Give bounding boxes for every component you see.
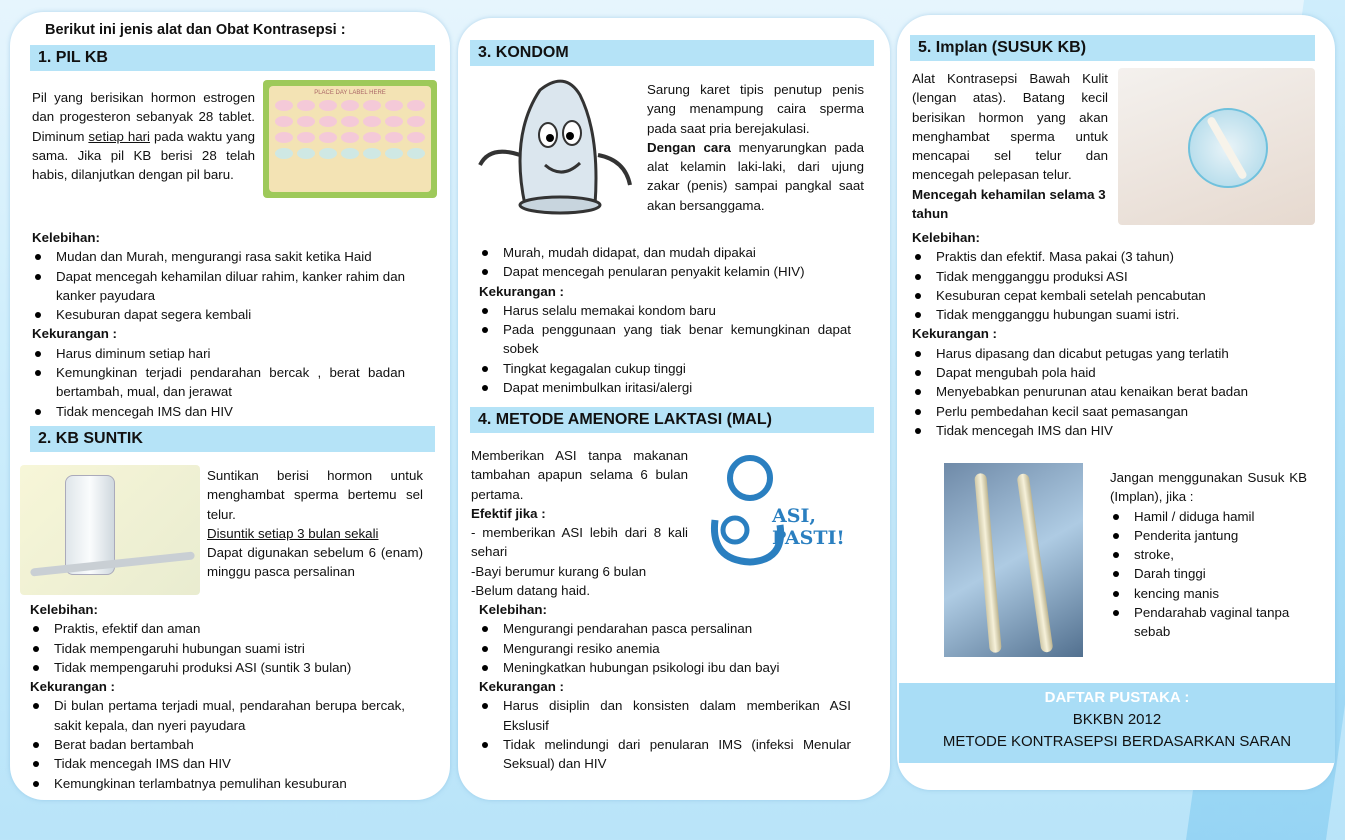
list-item: Mengurangi resiko anemia: [479, 639, 851, 658]
mal-details: Kelebihan: Mengurangi pendarahan pasca persalinan Mengurangi resiko anemia Meningkatkan hubungan psikologi ibu dan bayi Kekurangan : Harus disiplin dan konsisten dalam memberikan ASI Ekslusif Tidak melindungi dari penularan IMS (infeksi Menular Seksual) dan HIV: [479, 600, 851, 774]
list-item: Tidak mempengaruhi hubungan suami istri: [30, 639, 405, 658]
list-item: Pada penggunaan yang tiak benar kemungkinan dapat sobek: [479, 320, 851, 359]
list-item: Pendarahab vaginal tanpa sebab: [1110, 603, 1307, 642]
list-item: Tidak mencegah IMS dan HIV: [30, 754, 405, 773]
reference-line: BKKBN 2012: [1072, 711, 1162, 728]
list-item: Tidak mengganggu hubungan suami istri.: [912, 305, 1312, 324]
section-header-kondom: 3. KONDOM: [470, 40, 874, 66]
list-item: Kesuburan dapat segera kembali: [32, 305, 405, 324]
list-item: Dapat mencegah kehamilan diluar rahim, kanker rahim dan kanker payudara: [32, 267, 405, 306]
kondom-details: Murah, mudah didapat, dan mudah dipakai Dapat mencegah penularan penyakit kelamin (HIV) Kekurangan : Harus selalu memakai kondom baru Pada penggunaan yang tiak benar kemungkinan dapat sobek Tingkat kegagalan cukup tinggi Dapat menimbulkan iritasi/alergi: [479, 243, 851, 397]
list-item: Tingkat kegagalan cukup tinggi: [479, 359, 851, 378]
pill-pack-image: [263, 80, 437, 198]
section-header-kb-suntik: 2. KB SUNTIK: [30, 426, 435, 452]
references-footer: [899, 683, 1335, 763]
reference-line: METODE KONTRASEPSI BERDASARKAN SARAN: [942, 733, 1292, 750]
list-item: Tidak melindungi dari penularan IMS (infeksi Menular Seksual) dan HIV: [479, 735, 851, 774]
section-header-implan: 5. Implan (SUSUK KB): [910, 35, 1315, 61]
implant-rods-image: [944, 463, 1083, 657]
list-item: Harus diminum setiap hari: [32, 344, 405, 363]
arm-implant-image: [1118, 68, 1315, 225]
list-item: Berat badan bertambah: [30, 735, 405, 754]
list-item: Darah tinggi: [1110, 564, 1307, 583]
list-item: Tidak mencegah IMS dan HIV: [912, 421, 1312, 440]
section-header-pil-kb: 1. PIL KB: [30, 45, 435, 71]
list-item: Murah, mudah didapat, dan mudah dipakai: [479, 243, 851, 262]
intro-heading: Berikut ini jenis alat dan Obat Kontrasepsi :: [45, 22, 346, 38]
implan-description: Alat Kontrasepsi Bawah Kulit (lengan atas). Batang kecil berisikan hormon yang akan menghambat sperma untuk mencapai sel telur dan mencegah pelepasan telur. Mencegah kehamilan selama 3 tahun: [912, 71, 1108, 222]
pill-pack-label: PLACE DAY LABEL HERE: [314, 90, 386, 96]
section-header-mal: 4. METODE AMENORE LAKTASI (MAL): [470, 407, 874, 433]
pil-description: Pil yang berisikan hormon estrogen dan progesteron sebanyak 28 tablet. Diminum setiap hari pada waktu yang sama. Jika pil KB berisi 28 telah habis, dilanjutkan dengan pil baru.: [32, 90, 255, 183]
kondom-description: Sarung karet tipis penutup penis yang menampung caira sperma pada saat pria berejakulasi. Dengan cara menyarungkan pada alat kelamin laki-laki, dari ujung zakar (penis) sampai pangkal saat akan bersanggama.: [647, 82, 864, 213]
suntik-description: Suntikan berisi hormon untuk menghambat sperma bertemu sel telur. Disuntik setiap 3 bulan sekali Dapat digunakan sebelum 6 (enam) minggu pasca persalinan: [207, 468, 423, 580]
condom-cartoon-image: [470, 75, 640, 217]
list-item: Kesuburan cepat kembali setelah pencabutan: [912, 286, 1312, 305]
mal-description: Memberikan ASI tanpa makanan tambahan apapun selama 6 bulan pertama. Efektif jika : - memberikan ASI lebih dari 8 kali sehari -Bayi berumur kurang 6 bulan -Belum datang haid.: [471, 448, 688, 599]
list-item: Menyebabkan penurunan atau kenaikan berat badan: [912, 382, 1312, 401]
list-item: kencing manis: [1110, 584, 1307, 603]
list-item: Kemungkinan terlambatnya pemulihan kesuburan: [30, 774, 405, 793]
list-item: Penderita jantung: [1110, 526, 1307, 545]
list-item: Hamil / diduga hamil: [1110, 507, 1307, 526]
list-item: Praktis dan efektif. Masa pakai (3 tahun): [912, 247, 1312, 266]
implan-contraindications: Jangan menggunakan Susuk KB (Implan), jika : Hamil / diduga hamil Penderita jantung stroke, Darah tinggi kencing manis Pendarahab vaginal tanpa sebab: [1110, 468, 1307, 642]
asi-pasti-logo: ASI, PASTI!: [700, 450, 888, 570]
injection-vial-image: [20, 465, 200, 595]
list-item: stroke,: [1110, 545, 1307, 564]
list-item: Mengurangi pendarahan pasca persalinan: [479, 619, 851, 638]
list-item: Kemungkinan terjadi pendarahan bercak , berat badan bertambah, mual, dan jerawat: [32, 363, 405, 402]
list-item: Tidak mengganggu produksi ASI: [912, 267, 1312, 286]
list-item: Tidak mempengaruhi produksi ASI (suntik 3 bulan): [30, 658, 405, 677]
list-item: Di bulan pertama terjadi mual, pendarahan berupa bercak, sakit kepala, dan nyeri payudara: [30, 696, 405, 735]
list-item: Praktis, efektif dan aman: [30, 619, 405, 638]
list-item: Dapat mengubah pola haid: [912, 363, 1312, 382]
list-item: Harus disiplin dan konsisten dalam memberikan ASI Ekslusif: [479, 696, 851, 735]
list-item: Dapat menimbulkan iritasi/alergi: [479, 378, 851, 397]
implan-details: Kelebihan: Praktis dan efektif. Masa pakai (3 tahun) Tidak mengganggu produksi ASI Kesuburan cepat kembali setelah pencabutan Tidak mengganggu hubungan suami istri. Kekurangan : Harus dipasang dan dicabut petugas yang terlatih Dapat mengubah pola haid Menyebabkan penurunan atau kenaikan berat badan Perlu pembedahan kecil saat pemasangan Tidak mencegah IMS dan HIV: [912, 228, 1312, 440]
list-item: Perlu pembedahan kecil saat pemasangan: [912, 402, 1312, 421]
list-item: Mudan dan Murah, mengurangi rasa sakit ketika Haid: [32, 247, 405, 266]
suntik-details: Kelebihan: Praktis, efektif dan aman Tidak mempengaruhi hubungan suami istri Tidak mempengaruhi produksi ASI (suntik 3 bulan) Kekurangan : Di bulan pertama terjadi mual, pendarahan berupa bercak, sakit kepala, dan nyeri payudara Berat badan bertambah Tidak mencegah IMS dan HIV Kemungkinan terlambatnya pemulihan kesuburan: [30, 600, 405, 793]
list-item: Dapat mencegah penularan penyakit kelamin (HIV): [479, 262, 851, 281]
list-item: Harus dipasang dan dicabut petugas yang terlatih: [912, 344, 1312, 363]
references-title: DAFTAR PUSTAKA :: [1044, 689, 1190, 706]
list-item: Tidak mencegah IMS dan HIV: [32, 402, 405, 421]
pil-details: Kelebihan: Mudan dan Murah, mengurangi rasa sakit ketika Haid Dapat mencegah kehamilan diluar rahim, kanker rahim dan kanker payudara Kesuburan dapat segera kembali Kekurangan : Harus diminum setiap hari Kemungkinan terjadi pendarahan bercak , berat badan bertambah, mual, dan jerawat Tidak mencegah IMS dan HIV: [32, 228, 405, 421]
list-item: Meningkatkan hubungan psikologi ibu dan bayi: [479, 658, 851, 677]
list-item: Harus selalu memakai kondom baru: [479, 301, 851, 320]
